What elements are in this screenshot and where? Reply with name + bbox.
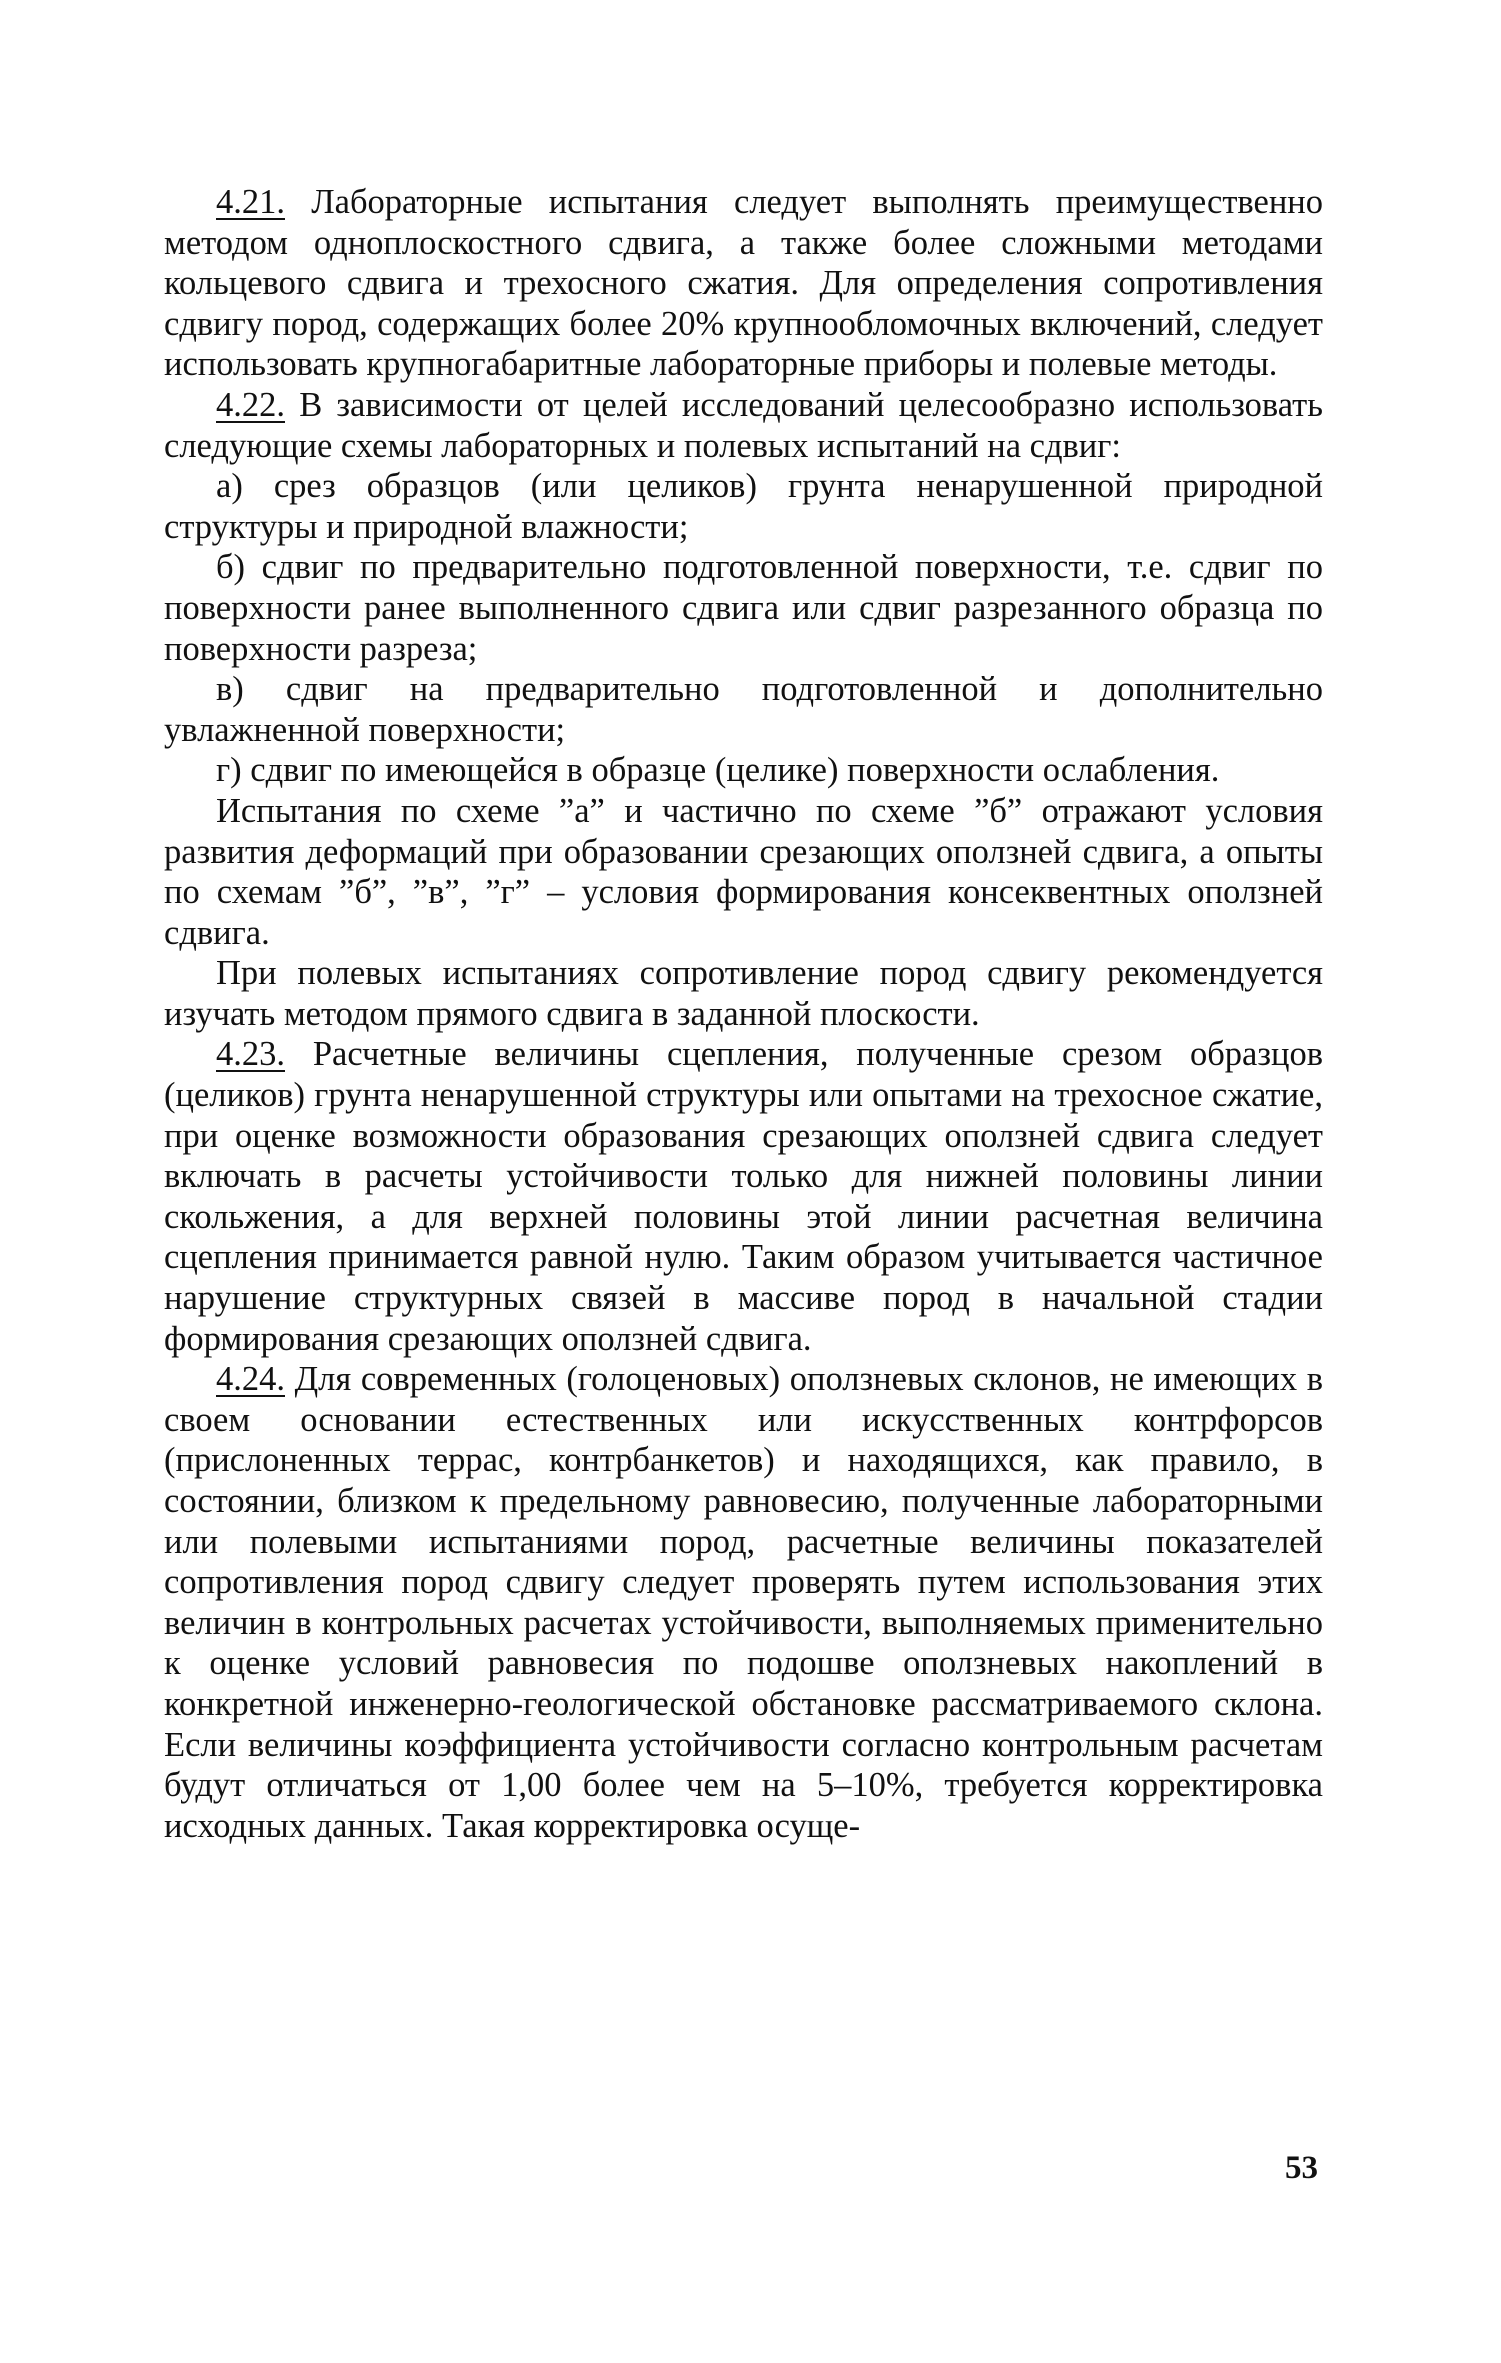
paragraph-text: Лабораторные испытания следует выполнять преимущественно методом одноплоскостного сдвига, а также более сложными методами кольцевого сдвига и трехосного сжатия. Для определения сопротивления сдвигу пород, содержащих более 20% крупнообломочных включений, следует использовать крупногабаритные лабораторные приборы и полевые методы.	[164, 183, 1323, 384]
list-item-b	[164, 547, 1323, 669]
clause-number: 4.24.	[216, 1360, 285, 1399]
page-number: 53	[1285, 2150, 1318, 2186]
paragraph-text: В зависимости от целей исследований целесообразно использовать следующие схемы лабораторных и полевых испытаний на сдвиг:	[164, 385, 1323, 465]
clause-number: 4.22.	[216, 385, 285, 424]
list-item-text: г) сдвиг по имеющейся в образце (целике) поверхности ослабления.	[216, 751, 1220, 790]
paragraph-text: При полевых испытаниях сопротивление пород сдвигу рекомендуется изучать методом прямого сдвига в заданной плоскости.	[164, 954, 1323, 1033]
clause-number: 4.21.	[216, 183, 285, 221]
paragraph-4-23	[164, 1034, 1323, 1359]
paragraph-text: Испытания по схеме ”а” и частично по схеме ”б” отражают условия развития деформаций при образовании срезающих оползней сдвига, а опыты по схемам ”б”, ”в”, ”г” – условия формирования консеквентных оползней сдвига.	[164, 791, 1323, 952]
paragraph-4-22	[164, 385, 1323, 466]
paragraph-4-24	[164, 1359, 1323, 1846]
page-body	[164, 182, 1323, 1846]
paragraph-field-tests	[164, 953, 1323, 1034]
paragraph-test-schemes	[164, 791, 1323, 953]
list-item-a	[164, 466, 1323, 547]
paragraph-text: Для современных (голоценовых) оползневых склонов, не имеющих в своем основании естественных или искусственных контрфорсов (прислоненных террас, контрбанкетов) и находящихся, как правило, в состоянии, близком к предельному равновесию, полученные лабораторными или полевыми испытаниями пород, расчетные величины показателей сопротивления пород сдвигу следует проверять путем использования этих величин в контрольных расчетах устойчивости, выполняемых применительно к оценке условий равновесия по подошве оползневых накоплений в конкретной инженерно-геологической обстановке рассматриваемого склона. Если величины коэффициента устойчивости согласно контрольным расчетам будут отличаться от 1,00 более чем на 5–10%, требуется корректировка исходных данных. Такая корректировка осуще-	[164, 1360, 1323, 1845]
list-item-text: а) срез образцов (или целиков) грунта ненарушенной природной структуры и природной влажности;	[164, 467, 1323, 546]
list-item-v	[164, 669, 1323, 750]
paragraph-4-21	[164, 182, 1323, 385]
list-item-text: в) сдвиг на предварительно подготовленной и дополнительно увлажненной поверхности;	[164, 670, 1323, 749]
paragraph-text: Расчетные величины сцепления, полученные срезом образцов (целиков) грунта ненарушенной структуры или опытами на трехосное сжатие, при оценке возможности образования срезающих оползней сдвига следует включать в расчеты устойчивости только для нижней половины линии скольжения, а для верхней половины этой линии расчетная величина сцепления принимается равной нулю. Таким образом учитывается частичное нарушение структурных связей в массиве пород в начальной стадии формирования срезающих оползней сдвига.	[164, 1035, 1323, 1358]
list-item-text: б) сдвиг по предварительно подготовленной поверхности, т.е. сдвиг по поверхности ранее выполненного сдвига или сдвиг разрезанного образца по поверхности разреза;	[164, 548, 1323, 668]
clause-number: 4.23.	[216, 1035, 285, 1074]
list-item-g	[164, 750, 1323, 791]
